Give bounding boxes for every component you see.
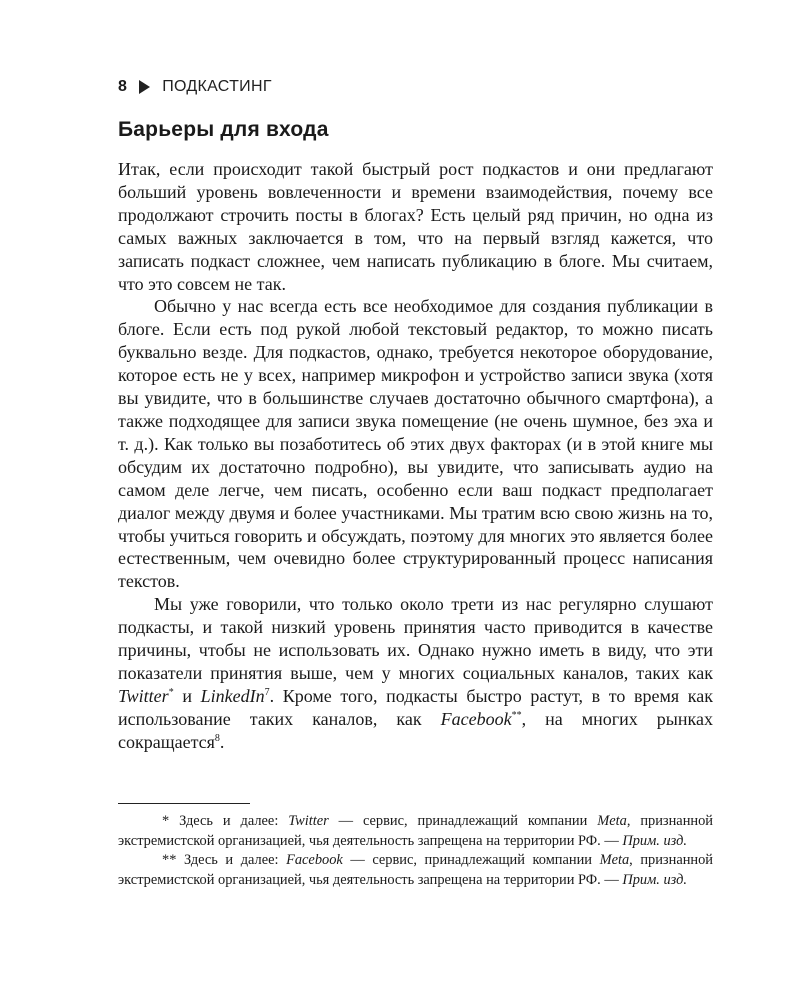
paragraph-2: Обычно у нас всегда есть все необходимое для создания публикации в блоге. Если есть под рукой любой текстовый редактор, то можно писать буквально везде. Для подкастов, однако, требуется некоторое оборудование, которое есть не у всех, например микрофон и устройство записи звука (хотя вы увидите, что в большинстве случаев достаточно обычного смартфона), а также подходящее для записи звука помещение (не очень шумное, без эха и т. д.). Как только вы позаботитесь об этих двух факторах (и в этой книге мы обсудим их достаточно подробно), вы увидите, что записывать аудио на самом деле легче, чем писать, особенно если ваш подкаст предполагает диалог между двумя и более участниками. Мы тратим всю свою жизнь на то, чтобы учиться говорить и обсуждать, поэтому для многих это является более естественным, чем очевидно более структурированный процесс написания текстов. [118,296,713,592]
footnote-text: , признанной экстремистской организацией, чья деятельность запрещена на территории РФ. — [118,813,713,849]
footnotes [118,812,713,890]
footnote-ref[interactable]: * [168,686,174,698]
brand-linkedin: LinkedIn [200,685,265,706]
paragraph-3-text: Мы уже говорили, что только около трети из нас регулярно слушают подкасты, и такой низкий уровень принятия часто приводится в качестве причины, чтобы не использовать их. Однако нужно иметь в виду, что эти показатели принятия выше, чем у многих социальных каналов, таких как [118,594,713,683]
footnote-2 [118,851,713,890]
footnote-text: , признанной экстремистской организацией, чья деятельность запрещена на территории РФ. — [118,852,713,888]
body-text [118,158,713,754]
footnote-mark: * [162,813,170,829]
paragraph-3 [118,593,713,753]
footnote-text: Здесь и далее: [169,813,289,829]
footnote-brand: Facebook [286,852,343,868]
footnote-ref[interactable]: ** [511,709,522,721]
footnote-publisher-note: Прим. изд. [622,832,687,849]
footnote-text: — сервис, принадлежащий компании [328,813,598,829]
footnote-publisher-note: Прим. изд. [622,871,687,888]
section-title: ПОДКАСТИНГ [162,78,272,95]
paragraph-3-text: и [173,685,201,706]
endnote-ref[interactable]: 7 [264,686,270,698]
paragraph-3-text: , на многих рынках сокращается [118,708,713,752]
brand-facebook: Facebook [440,708,512,729]
footnote-company: Meta [597,813,627,829]
footnote-text: — сервис, принадлежащий компании [342,852,600,868]
footnote-text: Здесь и далее: [176,852,287,868]
footnote-company: Meta [599,852,630,868]
footnote-brand: Twitter [288,813,329,829]
endnote-ref[interactable]: 8 [214,732,220,744]
footnote-divider [118,803,250,804]
brand-twitter: Twitter [118,685,169,706]
paragraph-3-text: . [219,731,225,752]
footnote-1 [118,812,713,851]
running-head [118,78,272,96]
footnote-mark: ** [162,852,177,868]
paragraph-1: Итак, если происходит такой быстрый рост подкастов и они предлагают больший уровень вовлеченности и времени взаимодействия, почему все продолжают строчить посты в блогах? Есть целый ряд причин, но одна из самых важных заключается в том, что на первый взгляд кажется, что записать подкаст сложнее, чем написать публикацию в блоге. Мы считаем, что это совсем не так. [118,159,713,294]
paragraph-3-text: . Кроме того, подкасты быстро растут, в то время как использование таких каналов, как [118,685,713,729]
page-number: 8 [118,78,128,95]
play-arrow-icon [139,80,150,94]
page-heading: Барьеры для входа [118,118,329,141]
